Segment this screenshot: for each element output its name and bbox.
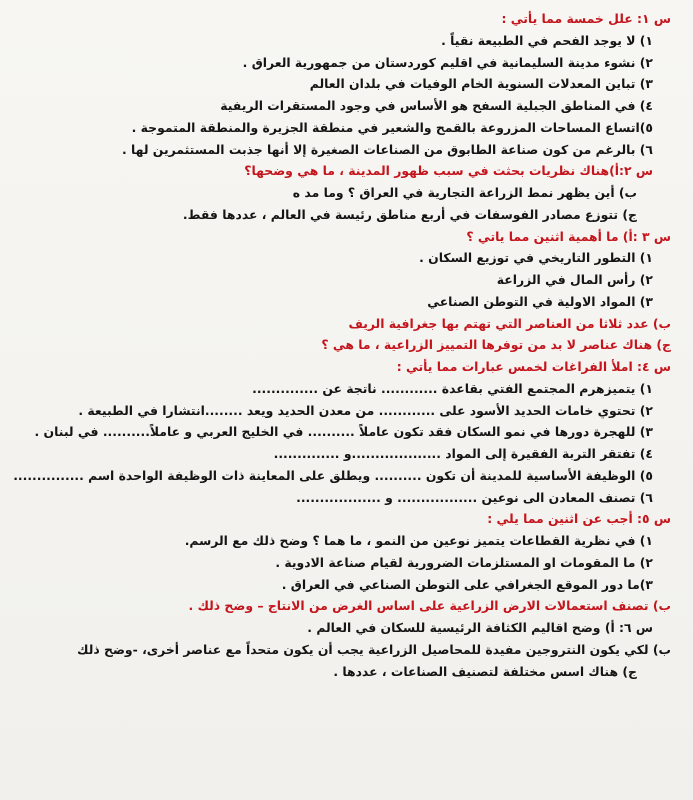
question-item: ج) هناك اسس مختلفة لتصنيف الصناعات ، عددها . bbox=[333, 663, 637, 679]
question-item: ١) في نظرية القطاعات يتميز نوعين من النمو ، ما هما ؟ وضح ذلك مع الرسم. bbox=[184, 533, 653, 548]
question-heading: س ٢:أ)هناك نظريات بحثت في سبب ظهور المدينة ، ما هي وضحها؟ bbox=[244, 163, 653, 179]
question-item: ٥) الوظيفة الأساسية للمدينة أن تكون .......... ويطلق على المعاينة ذات الوظيفة الواحدة اسم ............... bbox=[13, 467, 653, 483]
question-item: ١) التطور التاريخي في توزيع السكان . bbox=[419, 250, 653, 266]
question-heading: س ٤: املأ الفراغات لخمس عبارات مما يأتي : bbox=[396, 359, 671, 374]
question-item: ٤) تفتقر التربة الفقيرة إلى المواد ...................و .............. bbox=[273, 446, 653, 461]
question-item: ٣) المواد الاولية في التوطن الصناعي bbox=[427, 293, 653, 309]
question-item: ب) لكي يكون النتروجين مفيدة للمحاصيل الزراعية يجب أن يكون متحداً مع عناصر أخرى، -وضح ذلك bbox=[77, 641, 671, 657]
question-heading: ب) تصنف استعمالات الارض الزراعية على اساس الغرض من الانتاج – وضح ذلك . bbox=[188, 598, 671, 614]
question-heading: س ١: علل خمسة مما يأتي : bbox=[501, 11, 671, 26]
question-item: ج) تتوزع مصادر الفوسفات في أربع مناطق رئيسة في العالم ، عددها فقط. bbox=[182, 206, 637, 222]
question-heading: ب) عدد ثلاثا من العناصر التي تهتم بها جغرافية الريف bbox=[348, 315, 671, 331]
question-item: ب) أين يظهر نمط الزراعة التجارية في العراق ؟ وما مد ه bbox=[292, 185, 637, 200]
question-item: ٢) ما المقومات او المستلزمات الضرورية لقيام صناعة الادوية . bbox=[275, 554, 653, 570]
question-heading: س ٥: أجب عن اثنين مما يلي : bbox=[487, 511, 671, 527]
question-item: ٤) في المناطق الجبلية السفح هو الأساس في وجود المستقرات الريفية bbox=[220, 98, 653, 113]
question-item: ٢) تحتوي خامات الحديد الأسود على ............ من معدن الحديد ويعد ........انتشارا في الطبيعة . bbox=[78, 402, 653, 418]
question-item: ٣) تباين المعدلات السنوية الخام الوفيات في بلدان العالم bbox=[309, 76, 653, 92]
question-item: ٢) رأس المال في الزراعة bbox=[496, 272, 653, 287]
question-item: س ٦: أ) وضح اقاليم الكثافة الرئيسية للسكان في العالم . bbox=[307, 620, 653, 635]
question-item: ١) يتميزهرم المجتمع الفتي بقاعدة ............ ناتجة عن .............. bbox=[252, 380, 653, 396]
question-heading: س ٣ :أ) ما أهمية اثنين مما ياتي ؟ bbox=[466, 228, 671, 244]
question-item: ٥)اتساع المساحات المزروعة بالقمح والشعير في منطقة الجزيرة والمنطقة المتموجة . bbox=[131, 119, 653, 135]
question-item: ٣)ما دور الموقع الجغرافي على التوطن الصناعي في العراق . bbox=[281, 576, 653, 592]
question-heading: ج) هناك عناصر لا بد من توفرها التمييز الزراعية ، ما هي ؟ bbox=[321, 337, 671, 353]
question-item: ٣) للهجرة دورها في نمو السكان فقد تكون عاملاً .......... في الخليج العربي و عاملاً.......... في لبنان . bbox=[34, 424, 653, 440]
question-item: ٢) نشوء مدينة السليمانية في اقليم كوردستان من جمهورية العراق . bbox=[242, 54, 653, 70]
question-item: ٦) تصنف المعادن الى نوعين ................. و .................. bbox=[296, 489, 653, 505]
question-item: ٦) بالرغم من كون صناعة الطابوق من الصناعات الصغيرة إلا أنها جذبت المستثمرين لها . bbox=[121, 141, 653, 157]
question-item: ١) لا يوجد الفحم في الطبيعة نقياً . bbox=[441, 32, 653, 48]
